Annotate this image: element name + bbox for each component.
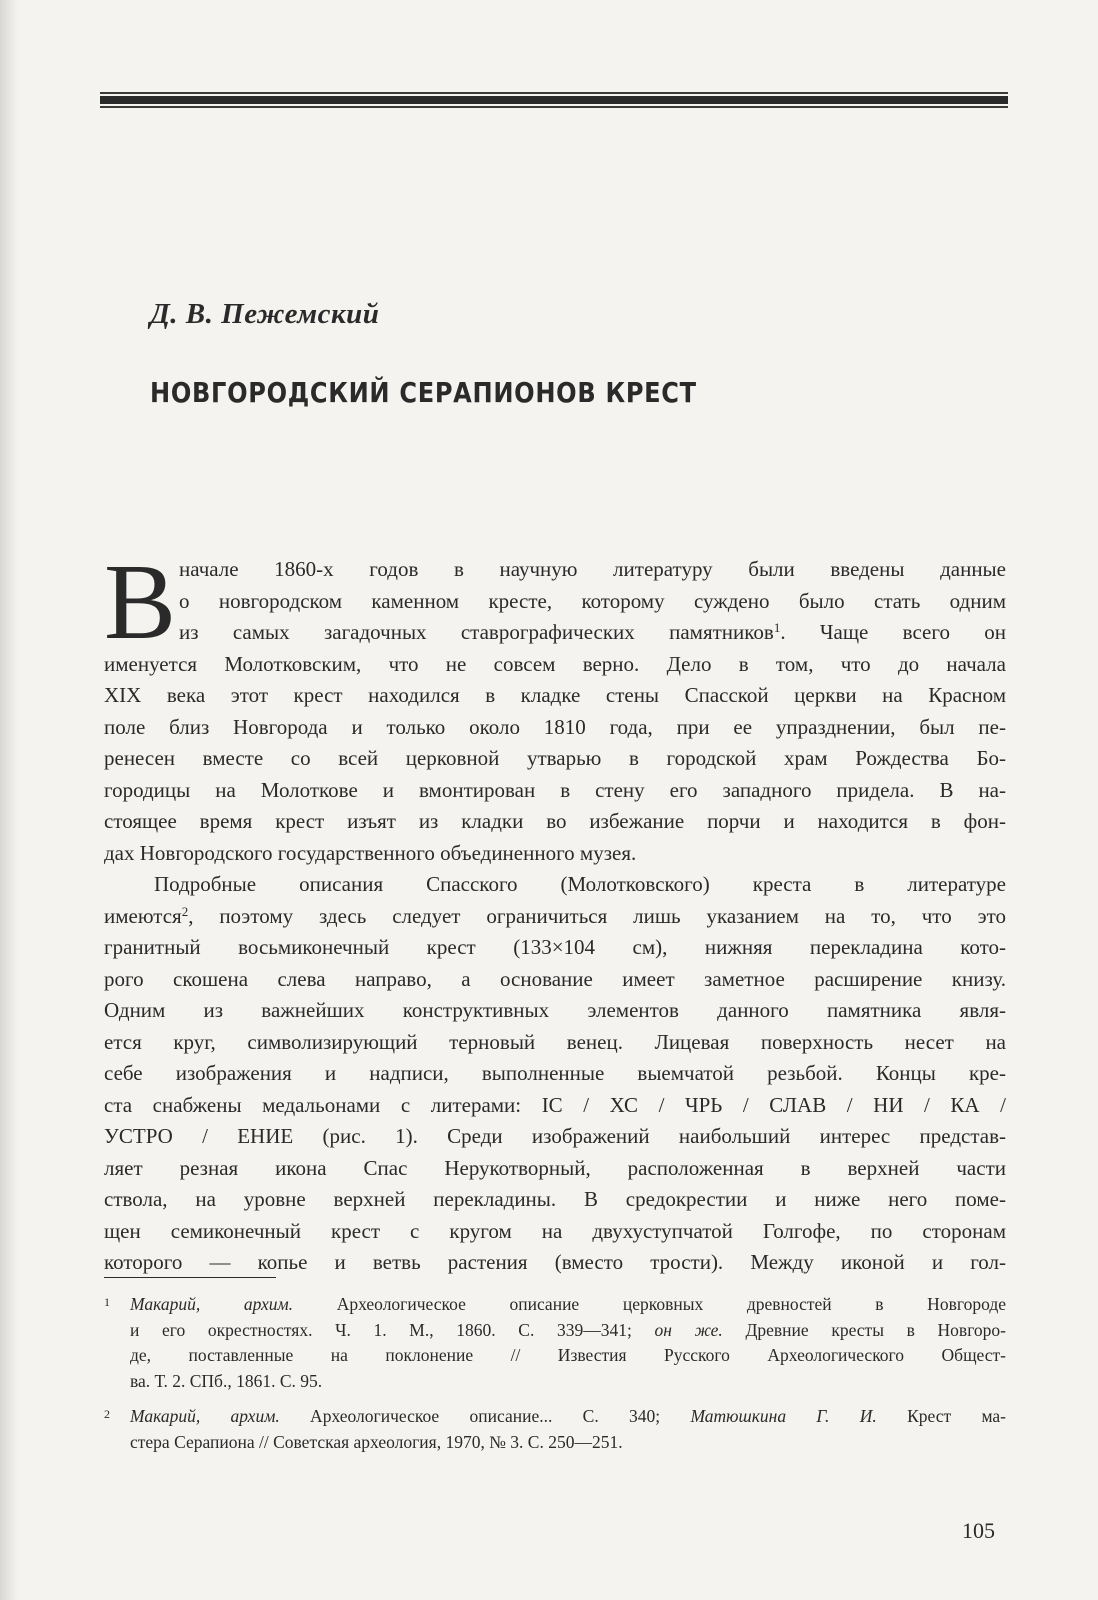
footnotes: [104, 1292, 1006, 1465]
body-line: щен семиконечный крест с кругом на двухуступчатой Голгофе, по сторонам: [104, 1218, 1006, 1243]
footnote-ref[interactable]: 1: [773, 620, 781, 635]
article-title: НОВГОРОДСКИЙ СЕРАПИОНОВ КРЕСТ: [150, 376, 697, 409]
footnote-number: 1: [104, 1295, 110, 1309]
body-line: о новгородском каменном кресте, которому суждено было стать одним: [179, 588, 1006, 613]
header-rule: [100, 92, 1008, 112]
body-line: дах Новгородского государственного объединенного музея.: [104, 840, 637, 865]
article-body: [104, 543, 1006, 1279]
body-line: которого — копье и ветвь растения (вместо трости). Между иконой и гол-: [104, 1250, 1006, 1274]
footnote-divider: [104, 1277, 276, 1278]
body-line: ляет резная икона Спас Нерукотворный, расположенная в верхней части: [104, 1155, 1006, 1180]
footnote-ref[interactable]: 2: [181, 903, 189, 919]
body-line: XIX века этот крест находился в кладке стены Спасской церкви на Красном: [104, 683, 1006, 707]
page-edge: [0, 0, 18, 1600]
body-line: начале 1860-х годов в научную литературу были введены данные: [179, 557, 1006, 581]
drop-cap: В: [104, 543, 177, 662]
author-name: Д. В. Пежемский: [150, 298, 380, 330]
body-line: поле близ Новгорода и только около 1810 года, при ее упразднении, был пе-: [104, 714, 1006, 739]
body-line: стоящее время крест изъят из кладки во избежание порчи и находится в фон-: [104, 809, 1006, 833]
body-line: ствола, на уровне верхней перекладины. В средокрестии и ниже него поме-: [104, 1187, 1006, 1211]
body-line: именуется Молотковским, что не совсем верно. Дело в том, что до начала: [104, 651, 1006, 676]
body-line: Подробные описания Спасского (Молотковского) креста в литературе: [154, 872, 1006, 896]
body-line: имеются$^2$, поэтому здесь следует ограничиться лишь указанием на то, что это: [104, 903, 1006, 928]
body-line: городицы на Молоткове и вмонтирован в стену его западного придела. В на-: [104, 777, 1006, 802]
body-line: ется круг, символизирующий терновый венец. Лицевая поверхность несет на: [104, 1029, 1006, 1054]
body-line: рого скошена слева направо, а основание имеет заметное расширение книзу.: [104, 966, 1006, 991]
body-line: Одним из важнейших конструктивных элементов данного памятника явля-: [104, 998, 1006, 1022]
page-number: 105: [962, 1518, 995, 1543]
body-line: ста снабжены медальонами с литерами: ІС / ХС / ЧРЬ / СЛАВ / НИ / КА /: [104, 1092, 1006, 1117]
body-line: УСТРО / ЕНИЕ (рис. 1). Среди изображений наибольший интерес представ-: [104, 1124, 1006, 1148]
body-line: гранитный восьмиконечный крест (133×104 см), нижняя перекладина кото-: [104, 935, 1006, 959]
body-line: из самых загадочных ставрографических памятников$^1$. Чаще всего он: [179, 620, 1006, 644]
body-line: себе изображения и надписи, выполненные выемчатой резьбой. Концы кре-: [104, 1061, 1006, 1085]
footnote-1: 1 Макарий, архим. Археологическое описание церковных древностей в Новгороде и его окрестностях. Ч. 1. М., 1860. С. 339—341; он же. Древние кресты в Новгоро- де, поставленные на поклонение // Известия Русского Археологического Общест- ва. Т. 2. СПб., 1861. С. 95.: [104, 1292, 1006, 1394]
footnote-2: 2 Макарий, архим. Археологическое описание... С. 340; Матюшкина Г. И. Крест ма- стера Серапиона // Советская археология, 1970, № 3. С. 250—251.: [104, 1404, 1006, 1455]
footnote-number: 2: [104, 1407, 110, 1421]
body-line: ренесен вместе со всей церковной утварью в городской храм Рождества Бо-: [104, 746, 1006, 770]
